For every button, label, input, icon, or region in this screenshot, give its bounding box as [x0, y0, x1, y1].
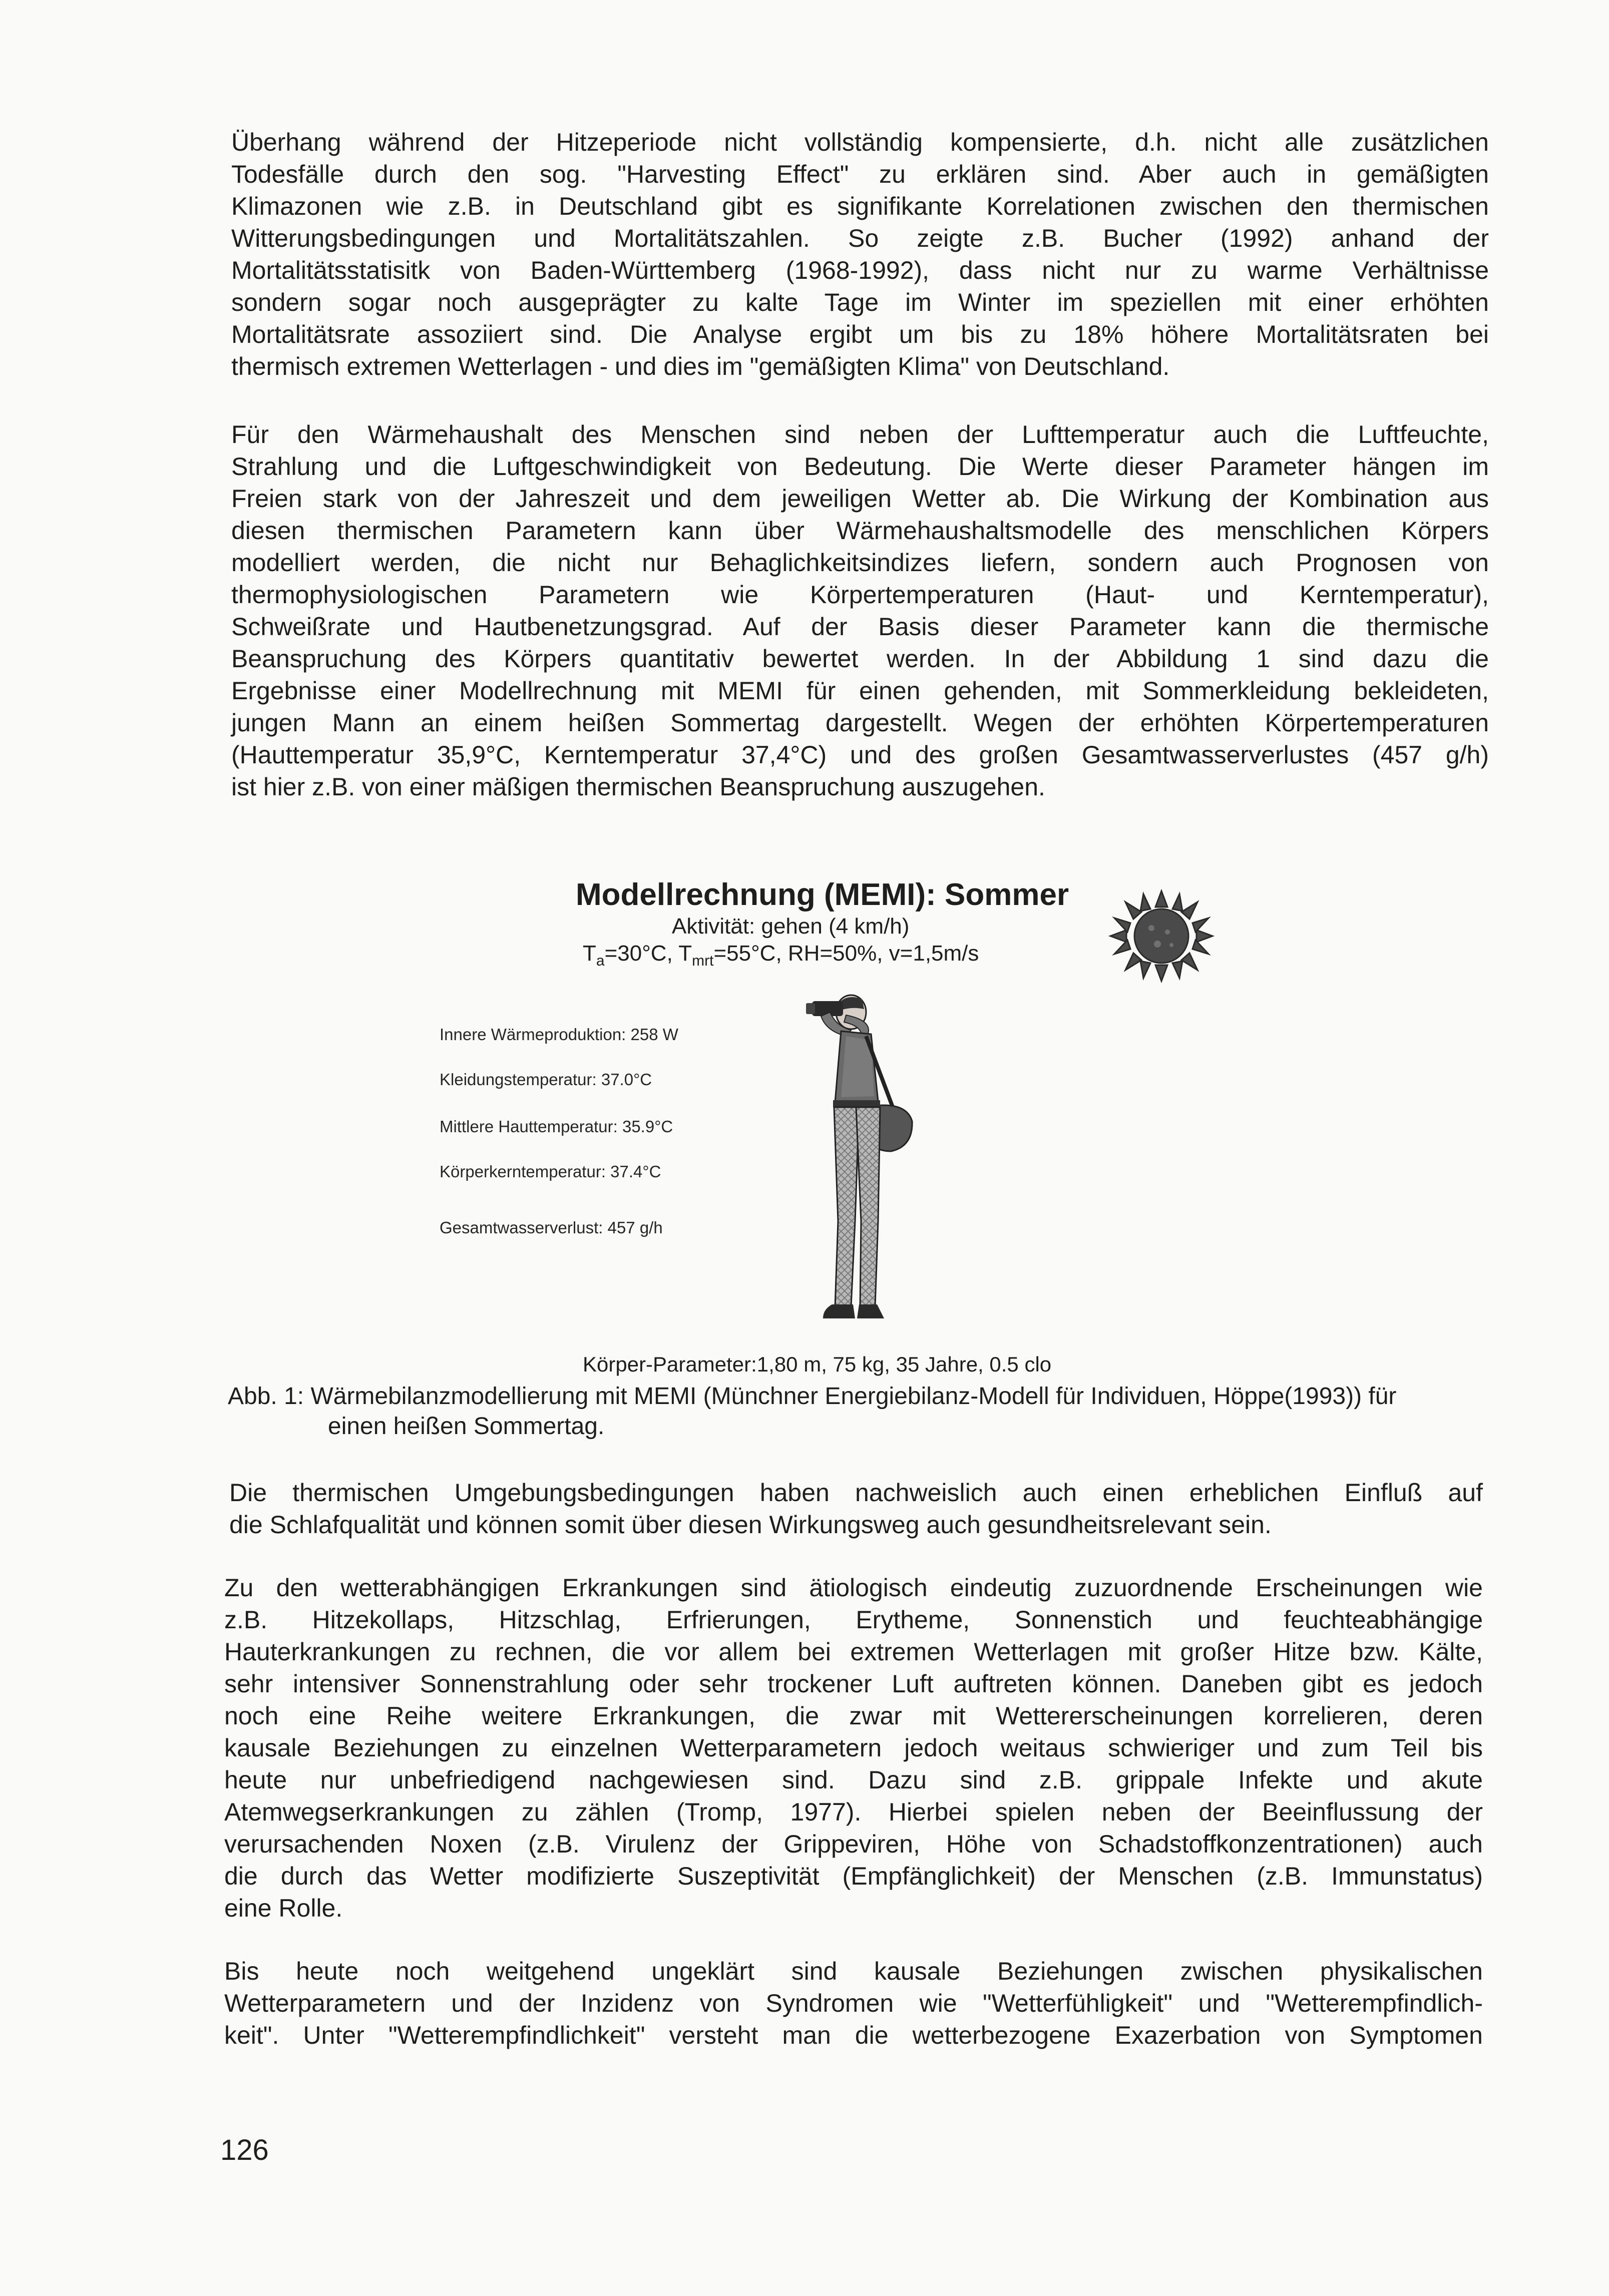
text-line: jungen Mann an einem heißen Sommertag dargestellt. Wegen der erhöhten Körpertemperaturen	[231, 709, 1489, 737]
paragraph-weather-sensitivity	[224, 1955, 1483, 2051]
text-line: z.B. Hitzekollaps, Hitzschlag, Erfrierungen, Erytheme, Sonnenstich und feuchteabhängige	[224, 1606, 1483, 1634]
sun-icon	[1101, 886, 1222, 986]
text-line: Strahlung und die Luftgeschwindigkeit von Bedeutung. Die Werte dieser Parameter hängen im	[231, 452, 1489, 481]
text-line: Witterungsbedingungen und Mortalitätszahlen. So zeigte z.B. Bucher (1992) anhand der	[231, 224, 1489, 252]
text-line: ist hier z.B. von einer mäßigen thermischen Beanspruchung auszugehen.	[231, 773, 1045, 801]
text-line: keit". Unter "Wetterempfindlichkeit" versteht man die wetterbezogene Exazerbation von Symptomen	[224, 2021, 1483, 2049]
text-line: Zu den wetterabhängigen Erkrankungen sind ätiologisch eindeutig zuzuordnende Erscheinungen wie	[224, 1574, 1483, 1602]
text-line: Mortalitätsrate assoziiert sind. Die Analyse ergibt um bis zu 18% höhere Mortalitätsraten bei	[231, 320, 1489, 348]
paragraph-heat-mortality	[231, 126, 1489, 382]
caption-line-1: Abb. 1: Wärmebilanzmodellierung mit MEMI (Münchner Energiebilanz-Modell für Individuen, Höppe(1993)) für	[228, 1383, 1397, 1410]
text-line: heute nur unbefriedigend nachgewiesen sind. Dazu sind z.B. grippale Infekte und akute	[224, 1766, 1483, 1794]
text-line: diesen thermischen Parametern kann über Wärmehaushaltsmodelle des menschlichen Körpers	[231, 517, 1489, 545]
text-line: Ergebnisse einer Modellrechnung mit MEMI für einen gehenden, mit Sommerkleidung bekleideten,	[231, 677, 1489, 705]
paragraph-weather-diseases	[224, 1572, 1483, 1924]
text-line: sondern sogar noch ausgeprägter zu kalte Tage im Winter im speziellen mit einer erhöhten	[231, 288, 1489, 316]
text-line: sehr intensiver Sonnenstrahlung oder sehr trockener Luft auftreten können. Daneben gibt es jedoch	[224, 1670, 1483, 1698]
label-clothing-temperature: Kleidungstemperatur: 37.0°C	[440, 1070, 652, 1089]
caption-line-2: einen heißen Sommertag.	[328, 1413, 605, 1440]
paragraph-sleep-quality	[229, 1477, 1483, 1541]
figure-body-parameters: Körper-Parameter:1,80 m, 75 kg, 35 Jahre, 0.5 clo	[583, 1352, 1052, 1376]
text-line: Beanspruchung des Körpers quantitativ bewertet werden. In der Abbildung 1 sind dazu die	[231, 645, 1489, 673]
page-number: 126	[220, 2134, 269, 2166]
text-line: die durch das Wetter modifizierte Suszeptivität (Empfänglichkeit) der Menschen (z.B. Immunstatus)	[224, 1862, 1483, 1890]
text-line: noch eine Reihe weitere Erkrankungen, die zwar mit Wettererscheinungen korrelieren, deren	[224, 1702, 1483, 1730]
text-line: Für den Wärmehaushalt des Menschen sind neben der Lufttemperatur auch die Luftfeuchte,	[231, 420, 1489, 448]
text-line: Wetterparametern und der Inzidenz von Syndromen wie "Wetterfühligkeit" und "Wetterempfindlich-	[224, 1989, 1483, 2017]
text-line: kausale Beziehungen zu einzelnen Wetterparametern jedoch weitaus schwieriger und zum Teil bis	[224, 1734, 1483, 1762]
text-line: eine Rolle.	[224, 1894, 343, 1922]
text-line: Die thermischen Umgebungsbedingungen haben nachweislich auch einen erheblichen Einfluß auf	[229, 1479, 1483, 1507]
label-skin-temperature: Mittlere Hauttemperatur: 35.9°C	[440, 1117, 673, 1136]
text-line: Überhang während der Hitzeperiode nicht vollständig kompensierte, d.h. nicht alle zusätzlichen	[231, 128, 1489, 156]
text-line: Hauterkrankungen zu rechnen, die vor allem bei extremen Wetterlagen mit großer Hitze bzw. Kälte,	[224, 1638, 1483, 1666]
paragraph-heat-balance	[231, 418, 1489, 803]
label-core-temperature: Körperkerntemperatur: 37.4°C	[440, 1162, 661, 1181]
text-line: (Hauttemperatur 35,9°C, Kerntemperatur 37,4°C) und des großen Gesamtwasserverlustes (457 g/h)	[231, 741, 1489, 769]
figure-caption	[228, 1382, 1479, 1442]
text-line: thermophysiologischen Parametern wie Körpertemperaturen (Haut- und Kerntemperatur),	[231, 581, 1489, 609]
text-line: modelliert werden, die nicht nur Behaglichkeitsindizes liefern, sondern auch Prognosen von	[231, 549, 1489, 577]
label-total-water-loss: Gesamtwasserverlust: 457 g/h	[440, 1218, 663, 1237]
text-line: Mortalitätsstatisitk von Baden-Württemberg (1968-1992), dass nicht nur zu warme Verhältnisse	[231, 256, 1489, 284]
text-line: verursachenden Noxen (z.B. Virulenz der Grippeviren, Höhe von Schadstoffkonzentrationen) auch	[224, 1830, 1483, 1858]
text-line: Todesfälle durch den sog. "Harvesting Effect" zu erklären sind. Aber auch in gemäßigten	[231, 160, 1489, 188]
text-line: Klimazonen wie z.B. in Deutschland gibt es signifikante Korrelationen zwischen den thermischen	[231, 192, 1489, 220]
figure-title: Modellrechnung (MEMI): Sommer	[576, 877, 1069, 912]
text-line: die Schlafqualität und können somit über diesen Wirkungsweg auch gesundheitsrelevant sein.	[229, 1511, 1272, 1539]
text-line: Schweißrate und Hautbenetzungsgrad. Auf der Basis dieser Parameter kann die thermische	[231, 613, 1489, 641]
text-line: thermisch extremen Wetterlagen - und dies im "gemäßigten Klima" von Deutschland.	[231, 352, 1170, 380]
walking-person-illustration	[771, 986, 921, 1326]
figure-conditions: $T_a=30^\circ C$, $T_{mrt}=55^\circ C$, RH=50%, v=1,5m/s	[583, 941, 979, 969]
label-inner-heat-production: Innere Wärmeproduktion: 258 W	[440, 1025, 678, 1044]
text-line: Freien stark von der Jahreszeit und dem jeweiligen Wetter ab. Die Wirkung der Kombination aus	[231, 485, 1489, 513]
text-line: Bis heute noch weitgehend ungeklärt sind kausale Beziehungen zwischen physikalischen	[224, 1957, 1483, 1985]
text-line: Atemwegserkrankungen zu zählen (Tromp, 1977). Hierbei spielen neben der Beeinflussung der	[224, 1798, 1483, 1826]
figure-activity: Aktivität: gehen (4 km/h)	[672, 914, 910, 939]
